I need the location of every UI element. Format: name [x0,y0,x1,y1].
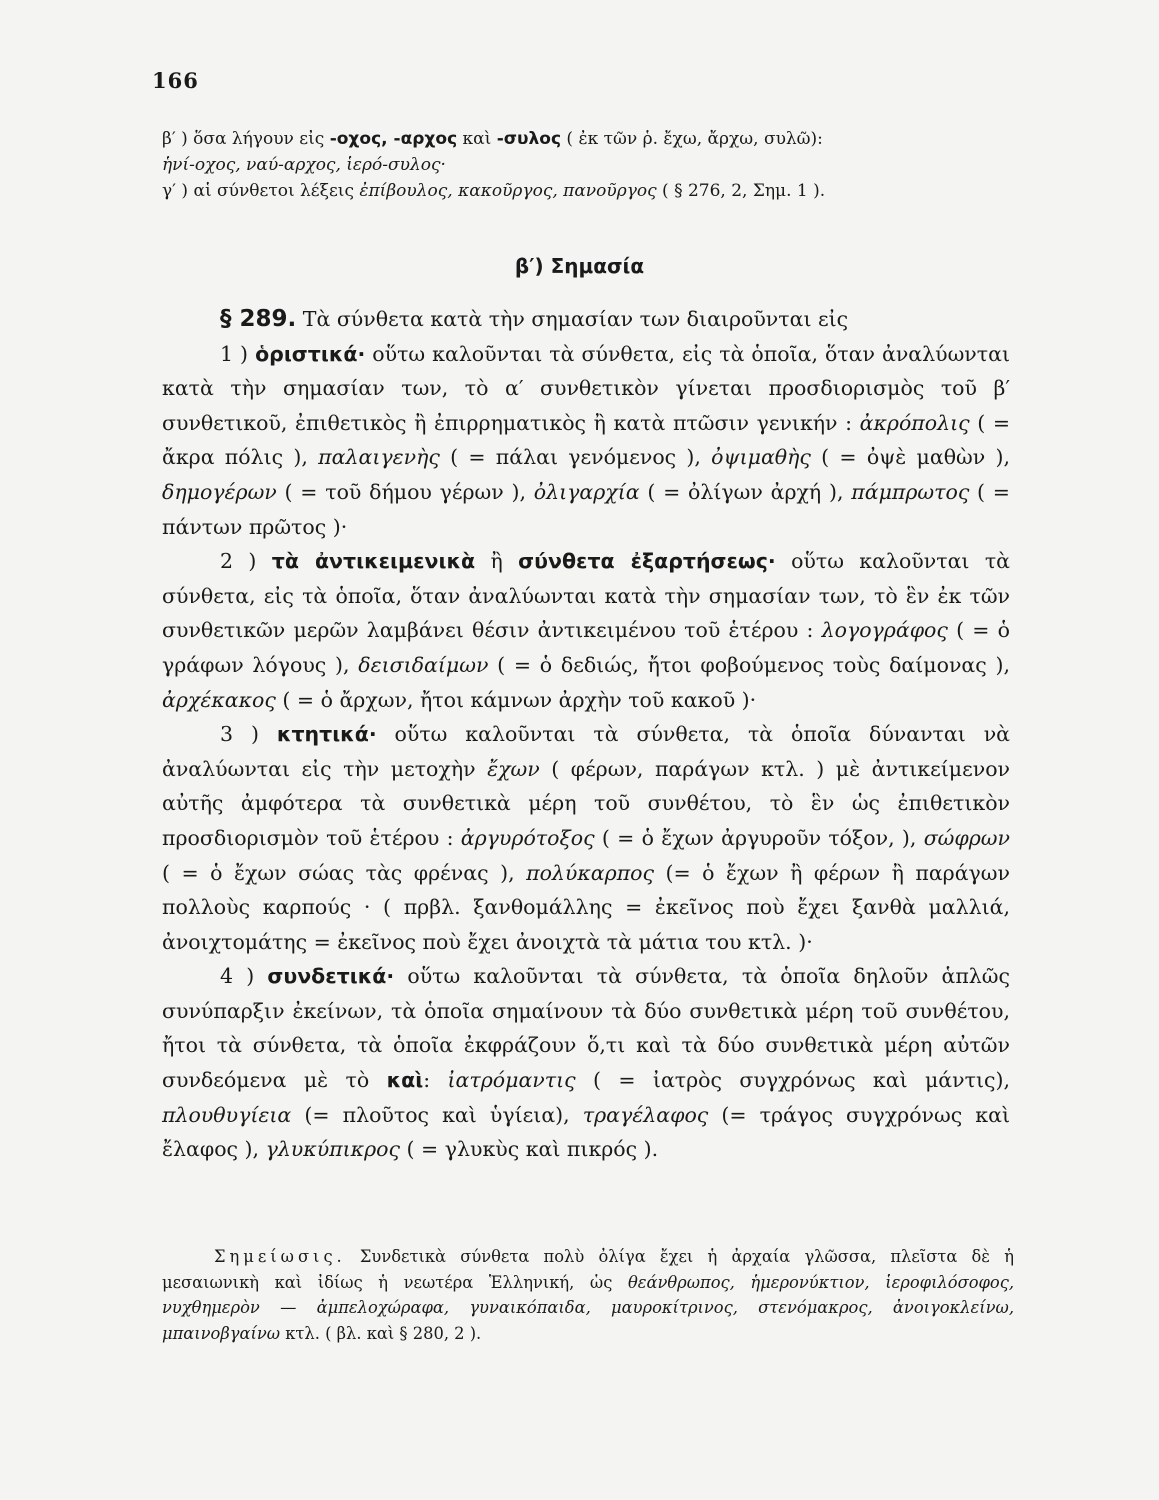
example-word: δεισιδαίμων [358,652,489,677]
text-fragment: κτλ. ( βλ. καὶ § 280, 2 ). [280,1323,482,1343]
example-words: ἐπίβουλος, κακοῦργος, πανοῦργος [359,181,657,201]
item-term: συνδετικά· [267,964,395,989]
text-line-gamma [162,178,1022,204]
gloss: (= τράγος συγχρόνως καὶ ἔλαφος ), [162,1102,1010,1162]
gloss: (= ὁ ἔχων ἢ φέρων ἢ παράγων πολλοὺς καρπούς · ( πρβλ. ξανθομάλλης = ἐκεῖνος ποὺ ἔχει ξανθὰ μαλλιά, ἀνοιχτομάτης = ἐκεῖνος ποὺ ἔχει ἀνοιχτὰ τὰ μάτια του κτλ. )· [162,860,1010,954]
list-item [162,959,1010,1167]
example-line: ἡνί-οχος, ναύ-αρχος, ἱερό-συλος· [162,155,446,175]
gloss: ( = γλυκὺς καὶ πικρός ). [400,1137,659,1162]
text-fragment: β′ ) ὅσα λήγουν εἰς [162,129,330,149]
example-word: ἀκρόπολις [859,410,970,435]
section-intro [162,302,1010,337]
gloss: ( = ὁ ἔχων σώας τὰς φρένας ), [162,860,527,885]
text-fragment: ( ἐκ τῶν ῥ. ἔχω, ἄρχω, συλῶ): [561,129,823,149]
gloss: ( = τοῦ δήμου γέρων ), [276,479,534,504]
gloss: ( = ὁ δεδιώς, ἤτοι φοβούμενος τοὺς δαίμονας ), [488,652,1010,677]
example-word: λογογράφος [821,618,948,643]
text-fragment: οὕτω καλοῦνται τὰ σύνθετα, εἰς τὰ ὁποῖα, ὅταν ἀναλύωνται κατὰ τὴν σημασίαν των, τὸ ἓν ἐκ τῶν συνθετικῶν μερῶν λαμβάνει θέσιν ἀντικειμένου τοῦ ἑτέρου : [162,549,1011,643]
text-fragment: οὕτω καλοῦνται τὰ σύνθετα, τὰ ὁποῖα δύνανται νὰ ἀναλύωνται εἰς τὴν μετοχὴν [162,722,1010,781]
item-term: σύνθετα ἐξαρτήσεως· [518,549,776,574]
text-fragment: καὶ [457,129,497,149]
example-word: ἔχων [487,756,540,781]
text-line-beta [162,126,1022,152]
example-word: πολύκαρπος [526,860,654,885]
page-number: 166 [152,68,199,93]
list-item [162,544,1010,717]
example-word: γλυκύπικρος [265,1137,401,1162]
gloss: (= πλοῦτος καὶ ὑγίεια), [291,1102,583,1127]
note-paragraph [162,1244,1014,1346]
example-word: ἰατρόμαντις [447,1068,576,1093]
example-word: ὀλιγαρχία [533,479,640,504]
reference: ( § 276, 2, Σημ. 1 ). [656,181,826,201]
text-fragment: ἢ [475,549,519,574]
text-fragment: : [423,1068,448,1093]
example-word: πάμπρωτος [851,479,970,504]
example-word: τραγέλαφος [582,1102,709,1127]
item-number: 3 ) [220,722,277,747]
list-item [162,717,1010,959]
example-word: δημογέρων [162,479,277,504]
gloss: ( = ὀψὲ μαθὼν ), [810,445,1010,470]
item-term: ὁριστικά· [255,341,366,366]
gloss: ( = πάντων πρῶτος )· [162,479,1010,539]
example-word: πλουθυγίεια [162,1102,292,1127]
gloss: ( = ὀλίγων ἀρχή ), [639,479,852,504]
item-term: κτητικά· [276,722,377,747]
item-number: 1 ) [220,341,256,366]
footnote [162,1244,1014,1346]
gloss: ( = ἰατρὸς συγχρόνως καὶ μάντις), [575,1068,1010,1093]
item-number: 4 ) [220,964,268,989]
item-number: 2 ) [220,549,272,574]
gloss: ( = ὁ ἄρχων, ἤτοι κάμνων ἀρχὴν τοῦ κακοῦ )· [275,687,757,712]
text-fragment: γ′ ) αἱ σύνθετοι λέξεις [162,181,360,201]
list-item [162,337,1010,545]
main-text [162,302,1010,1167]
text-fragment: ( φέρων, παράγων κτλ. ) μὲ ἀντικείμενον αὐτῆς ἀμφότερα τὰ συνθετικὰ μέρη τοῦ συνθέτου, τὸ ἓν ὡς ἐπιθετικὸν προσδιορισμὸν τοῦ ἑτέρου : [162,756,1010,850]
gloss: ( = ὁ ἔχων ἀργυροῦν τόξον, ), [594,825,924,850]
text-fragment: Συνδετικὰ σύνθετα πολὺ ὀλίγα ἔχει ἡ ἀρχαία γλῶσσα, πλεῖστα δὲ ἡ μεσαιωνικὴ καὶ ἰδίως ἡ νεωτέρα Ἑλληνική, ὡς [162,1247,1014,1292]
example-word: παλαιγενὴς [318,445,440,470]
example-word: σώφρων [923,825,1010,850]
text-fragment: οὕτω καλοῦνται τὰ σύνθετα, τὰ ὁποῖα δηλοῦν ἁπλῶς συνύπαρξιν ἐκείνων, τὰ ὁποῖα σημαίνουν τὰ δύο συνθετικὰ μέρη τοῦ συνθέτου, ἤτοι τὰ σύνθετα, τὰ ὁποῖα ἐκφράζουν ὅ,τι καὶ τὰ δύο συνθετικὰ μέρη αὐτῶν συνδεόμενα μὲ τὸ [162,964,1010,1093]
note-label: Σημείωσις. [214,1247,346,1266]
suffix-term: -συλος [496,129,562,149]
gloss: ( = ὁ γράφων λόγους ), [162,618,1010,677]
suffix-term: -οχος, -αρχος [329,129,458,149]
example-words: θεάνθρωπος, ἡμερονύκτιον, ἱεροφιλόσοφος, νυχθημερὸν — ἀμπελοχώραφα, γυναικόπαιδα, μαυροκίτρινος, στενόμακρος, ἀνοιγοκλείνω, μπαινοβγαίνω [162,1272,1015,1343]
gloss: ( = ἄκρα πόλις ), [162,410,1010,470]
section-heading: β′) Σημασία [514,254,645,278]
example-word: ἀργυρότοξος [460,825,595,850]
item-term: τὰ ἀντικειμενικὰ [271,549,476,574]
text-fragment: οὕτω καλοῦνται τὰ σύνθετα, εἰς τὰ ὁποῖα, ὅταν ἀναλύωνται κατὰ τὴν σημασίαν των, τὸ α′ συνθετικὸν γίνεται προσδιορισμὸς τοῦ β′ συνθετικοῦ, ἐπιθετικὸς ἢ ἐπιρρηματικὸς ἢ κατὰ πτῶσιν γενικήν : [162,341,1010,435]
section-number: § 289. [220,306,297,332]
gloss: ( = πάλαι γενόμενος ), [439,445,712,470]
example-word: ὀψιμαθὴς [711,445,811,470]
example-word: ἀρχέκακος [162,687,276,712]
item-term: καὶ [386,1068,424,1093]
text-fragment: Τὰ σύνθετα κατὰ τὴν σημασίαν των διαιροῦνται εἰς [296,307,849,331]
